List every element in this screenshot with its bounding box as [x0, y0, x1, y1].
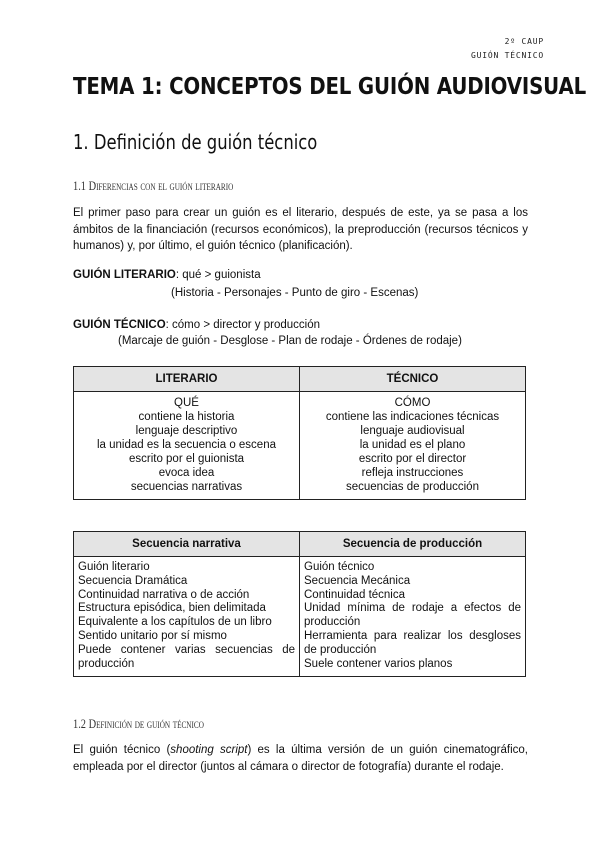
list-item: refleja instrucciones — [361, 467, 464, 479]
list-item: Guión literario — [78, 561, 150, 573]
table-header-cell: TÉCNICO — [300, 367, 526, 392]
guion-tecnico-label: GUIÓN TÉCNICO — [73, 319, 166, 331]
list-item: Estructura episódica, bien delimitada — [78, 602, 266, 615]
table-header-cell: LITERARIO — [74, 367, 300, 392]
list-item: Puede contener varias secuencias de producción — [78, 643, 295, 670]
list-item: escrito por el guionista — [128, 453, 245, 465]
list-item: Herramienta para realizar los desgloses de producción — [304, 629, 521, 656]
list-item: contiene las indicaciones técnicas — [325, 411, 500, 423]
course-label: 2º CAUP — [504, 37, 544, 46]
guion-tecnico-text: : cómo > director y producción — [165, 319, 321, 331]
document-title: TEMA 1: CONCEPTOS DEL GUIÓN AUDIOVISUAL — [73, 74, 587, 100]
list-item: contiene la historia — [138, 411, 235, 423]
guion-literario-line — [73, 268, 261, 283]
table-row — [74, 557, 526, 677]
list-item: QUÉ — [174, 397, 199, 409]
table-header-cell: Secuencia de producción — [300, 532, 526, 557]
list-item: evoca idea — [158, 467, 215, 479]
table-header-row — [74, 532, 526, 557]
table-row — [74, 392, 526, 500]
list-item: Suele contener varios planos — [304, 657, 453, 670]
table-cell-tecnico — [300, 392, 526, 500]
list-item: Secuencia Mecánica — [304, 574, 411, 587]
table-header-cell: Secuencia narrativa — [74, 532, 300, 557]
list-item: CÓMO — [394, 397, 431, 409]
list-item: secuencias de producción — [346, 481, 479, 493]
list-item: Guión técnico — [304, 561, 375, 573]
definition-text-end: ) es la última versión de un guión cinematográfico, empleada por el director (juntos al cámara o director de fotografía) durante el rodaje. — [73, 744, 529, 773]
definition-text-italic: shooting script — [170, 744, 248, 756]
subsection-heading-2: 1.2 Definición de guión técnico — [73, 716, 204, 731]
intro-paragraph: El primer paso para crear un guión es el literario, después de este, ya se pasa a los ámbitos de la financiación (recursos económicos), la preproducción (recursos técnicos y humanos) y, por último, el guión técnico (planificación). — [73, 207, 528, 252]
guion-literario-detail: (Historia - Personajes - Punto de giro - Escenas) — [171, 287, 419, 299]
list-item: Continuidad técnica — [304, 588, 406, 601]
subsection-heading-1: 1.1 Diferencias con el guión literario — [73, 178, 234, 193]
comparison-table-secuencias — [73, 531, 526, 677]
guion-tecnico-detail: (Marcaje de guión - Desglose - Plan de rodaje - Órdenes de rodaje) — [118, 335, 462, 347]
list-item: Sentido unitario por sí mismo — [78, 629, 227, 642]
list-item: escrito por el director — [358, 453, 467, 465]
guion-literario-text: : qué > guionista — [175, 269, 261, 281]
comparison-table-literario-tecnico — [73, 366, 526, 500]
list-item: Continuidad narrativa o de acción — [78, 588, 250, 601]
guion-literario-label: GUIÓN LITERARIO — [73, 269, 176, 281]
guion-tecnico-line — [73, 318, 320, 333]
list-item: Secuencia Dramática — [78, 574, 188, 587]
table-cell-produccion — [300, 557, 526, 677]
definition-paragraph — [73, 742, 528, 775]
page-header — [471, 35, 544, 63]
list-item: Equivalente a los capítulos de un libro — [78, 616, 272, 629]
subject-label: GUIÓN TÉCNICO — [470, 51, 544, 60]
list-item: lenguaje audiovisual — [360, 425, 465, 437]
list-item: la unidad es la secuencia o escena — [96, 439, 276, 451]
list-item: secuencias narrativas — [130, 481, 243, 493]
list-item: lenguaje descriptivo — [135, 425, 238, 437]
table-header-row — [74, 367, 526, 392]
table-cell-narrativa — [74, 557, 300, 677]
list-item: la unidad es el plano — [359, 439, 466, 451]
table-cell-literario — [74, 392, 300, 500]
section-heading: 1. Definición de guión técnico — [73, 130, 318, 154]
definition-text-start: El guión técnico ( — [73, 744, 171, 756]
list-item: Unidad mínima de rodaje a efectos de producción — [304, 602, 521, 629]
